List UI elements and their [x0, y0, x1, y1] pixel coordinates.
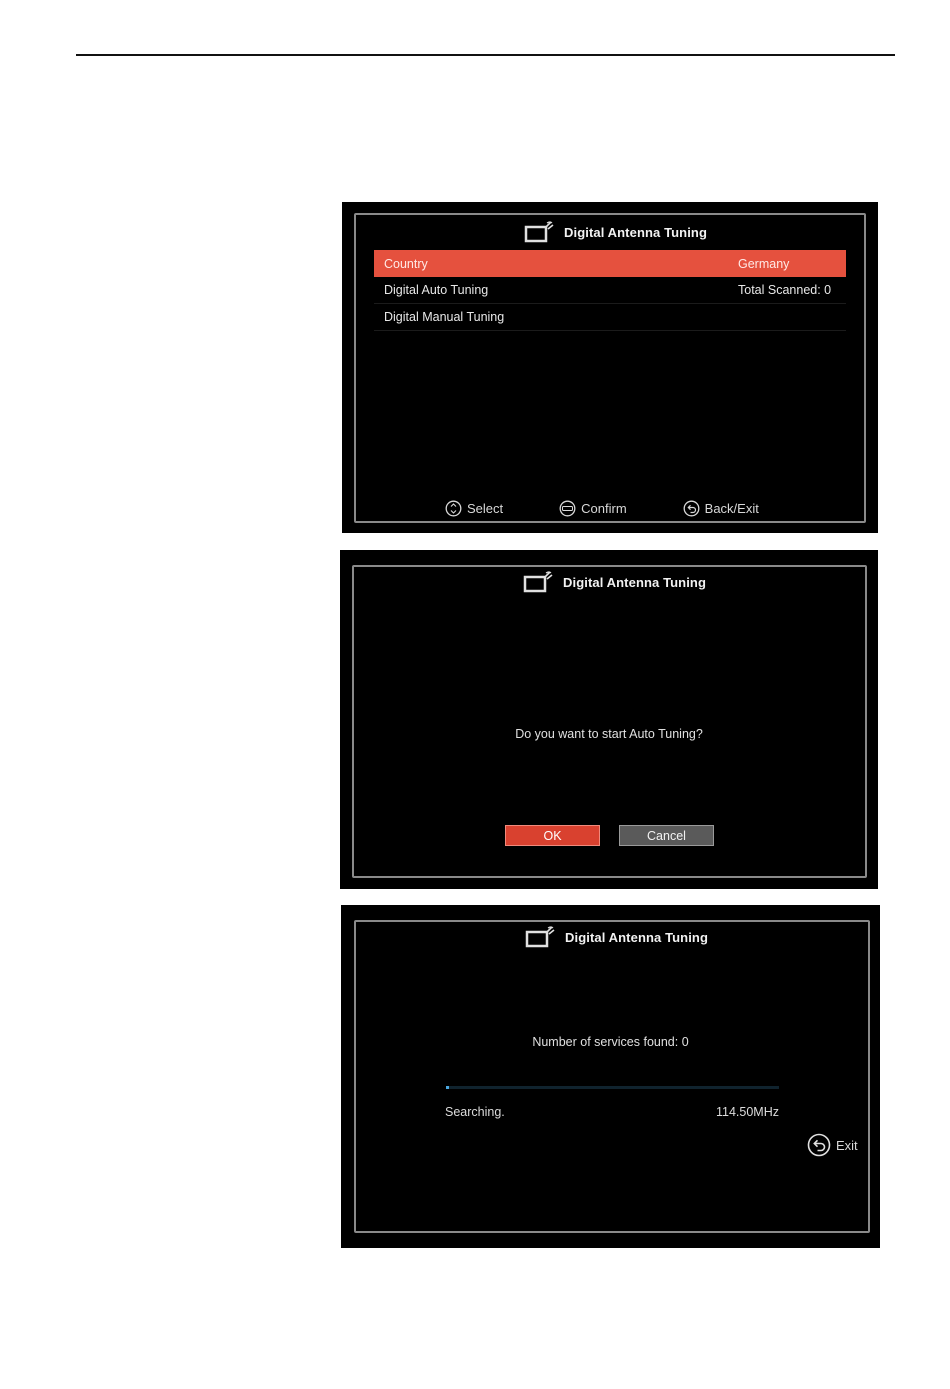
auto-tuning-prompt: Do you want to start Auto Tuning? [515, 727, 703, 741]
ok-button[interactable]: OK [505, 825, 600, 846]
page-top-rule [76, 54, 895, 56]
screen-searching [341, 905, 880, 1248]
menu-item-digital-auto-tuning[interactable] [374, 277, 846, 304]
search-frequency: 114.50MHz [716, 1105, 779, 1119]
cancel-button[interactable]: Cancel [619, 825, 714, 846]
screen-frame [354, 920, 870, 1233]
menu-item-label: Digital Auto Tuning [384, 283, 489, 297]
screen-title [525, 925, 708, 949]
tv-antenna-icon [523, 570, 553, 594]
screen-auto-tuning-confirm [340, 550, 878, 889]
tv-antenna-icon [525, 925, 555, 949]
exit-label: Exit [836, 1137, 858, 1153]
services-found-text: Number of services found: 0 [532, 1035, 689, 1049]
screen-title-text: Digital Antenna Tuning [565, 929, 709, 945]
screen-title-text: Digital Antenna Tuning [564, 224, 708, 240]
screen-title [523, 570, 706, 594]
menu-item-value: Germany [738, 256, 790, 271]
menu-item-digital-manual-tuning[interactable] [374, 304, 846, 331]
screen-frame [352, 565, 867, 878]
tv-antenna-icon [524, 220, 554, 244]
search-status: Searching. [445, 1105, 505, 1119]
screen-title [524, 220, 707, 244]
hint-select-label: Select [467, 501, 504, 516]
menu-item-label: Country [384, 256, 428, 271]
hint-select [445, 500, 503, 517]
hint-bar [445, 500, 759, 517]
menu-item-label: Digital Manual Tuning [384, 310, 505, 324]
hint-back-label: Back/Exit [704, 501, 759, 516]
screen-title-text: Digital Antenna Tuning [563, 574, 707, 590]
search-progress-fill [446, 1086, 449, 1089]
enter-icon [559, 500, 576, 517]
menu-item-value: Total Scanned: 0 [738, 283, 832, 297]
back-icon [683, 500, 700, 517]
hint-confirm-label: Confirm [581, 501, 627, 516]
updown-icon [445, 500, 462, 517]
menu-item-country[interactable] [374, 250, 846, 277]
exit-hint[interactable] [807, 1133, 858, 1157]
back-icon [807, 1133, 831, 1157]
hint-confirm [559, 500, 627, 517]
search-progress-bar [446, 1086, 779, 1089]
hint-back [683, 500, 759, 517]
screen-tuning-menu [342, 202, 878, 533]
